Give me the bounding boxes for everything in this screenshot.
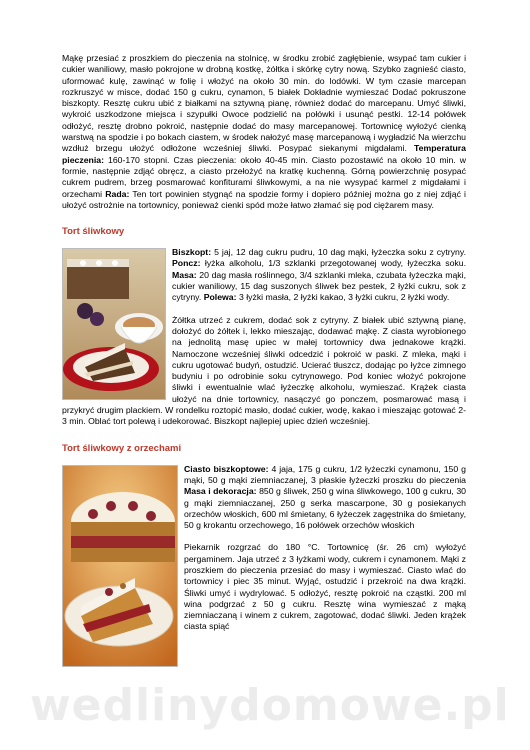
bold-label: Ciasto biszkoptowe: bbox=[184, 463, 269, 474]
section2-method: Piekarnik rozgrzać do 180 °C. Tortownicę (śr. 26 cm) wyłożyć pergaminem. Jaja utrzeć z 3 łyżkami wody, cukrem i cynamonem. Mąki z proszkiem do pieczenia przesiać do masy i wymieszać. Ciasto wlać do tortownicy i piec 35 minut. Wyjąć, ostudzić i przekroić na dwa krążki. Śliwki umyć i wydrylować. 5 odłożyć, resztę pokroić na cząstki. 200 ml wina podgrzać z 50 g cukru. Resztę wina wymieszać z mąką ziemniaczaną i winem z cukrem, zagotować, dodać śliwki. Jeden krążek ciasta spiąć bbox=[184, 542, 466, 632]
section1-method: Żółtka utrzeć z cukrem, dodać sok z cytryny. Z białek ubić sztywną pianę, dołożyć do żółtek i, lekko mieszając, dodawać mąkę. Z ciasta wyrobionego na jednolitą masę upiec w małej tortownicy dwa jednakowe krążki. Namoczone wcześniej śliwki odcedzić i pokroić w paski. Z mleka, mąki i cukru ugotować budyń, ostudzić. Ucierać tłuszcz, dodając po łyżce zimnego budyniu i po odrobinie soku cytrynowego. Pod koniec włożyć pokrojone śliwki i ewentualnie wlać łyżeczkę alkoholu, wymieszać. Krążek ciasta ułożyć na dnie tortownicy, nasączyć go ponczem, posmarować masą i przykryć drugim plackiem. W rondelku roztopić masło, dodać cukier, wodę, kakao i mieszając gotować 2-3 min. Oblać tort polewą i udekorować. Biszkopt najlepiej upiec dzień wcześniej. bbox=[62, 314, 466, 427]
text-run: 20 dag masła roślinnego, 3/4 szklanki mleka, czubata łyżeczka mąki, cukier waniliowy, 15 dag suszonych śliwek bez pestek, 2 łyżki cukru, sok z cytryny. bbox=[172, 269, 466, 303]
section1-title: Tort śliwkowy bbox=[62, 226, 125, 238]
section2-title: Tort śliwkowy z orzechami bbox=[62, 442, 182, 454]
recipe-page bbox=[62, 53, 466, 667]
text-run: 3 łyżki masła, 2 łyżki kakao, 3 łyżki cukru, 2 łyżki wody. bbox=[236, 292, 450, 303]
text-run: 4 jaja, 175 g cukru, 1/2 łyżeczki cynamonu, 150 g mąki, 50 g mąki ziemniaczanej, 3 płaskie łyżeczki proszku do pieczenia bbox=[184, 463, 466, 485]
bold-label: Rada: bbox=[105, 188, 130, 199]
bold-label: Temperatura pieczenia: bbox=[62, 143, 466, 165]
plum-nut-cake-slice-photo bbox=[62, 465, 178, 667]
bold-label: Polewa: bbox=[203, 292, 237, 303]
bold-label: Poncz: bbox=[172, 258, 201, 269]
section2 bbox=[62, 464, 466, 633]
text-run: 5 jaj, 12 dag cukru pudru, 10 dag mąki, łyżeczka soku z cytryny. bbox=[211, 247, 466, 258]
text-run: 160-170 stopni. Czas pieczenia: około 40-45 min. Ciasto pozostawić na około 10 min. w formie, następnie zdjąć obręcz, a ciasto przełożyć na kratkę kuchenną. Górną powierzchnię posypać cukrem pudrem, brzeg posmarować konfiturami śliwkowymi, a na nie wysypać karmel z migdałami i orzechami bbox=[62, 154, 466, 199]
bold-label: Masa i dekoracja: bbox=[184, 486, 257, 497]
watermark: wedlinydomowe.pl bbox=[30, 680, 510, 731]
intro-paragraph bbox=[62, 53, 466, 211]
section1 bbox=[62, 247, 466, 427]
text-run: Mąkę przesiać z proszkiem do pieczenia na stolnicę, w środku zrobić zagłębienie, wsypać tam cukier i cukier waniliowy, masło pokrojone w drobną kostkę, żółtka i skórkę cytry nową. Szybko zagnieść ciasto, uformować kulę, zawinąć w folię i włożyć na około 30 min. do lodówki. W tym czasie marcepan rozkruszyć w misce, dodać 150 g cukru, cynamon, 5 białek Dokładnie wymieszać Dodać pokruszone biszkopty. Resztę cukru ubić z białkami na sztywną pianę, również dodać do marcepanu. Umyć śliwki, wykroić uszkodzone miejsca i szypułki Owoce podzielić na połówki i usunąć pestki. 12-14 połówek odłożyć, resztę drobno pokroić, następnie dodać do masy marcepanowej. Tortownicę wyłożyć cienką warstwą na spodzie i po bokach ciastem, w środek nałożyć masę marcepanową i wygładzić Na wierzchu wzdłuż brzegu ułożyć odłożone wcześniej śliwki. Posypać siekanymi migdałami. bbox=[62, 53, 466, 154]
bold-label: Masa: bbox=[172, 269, 197, 280]
text-run: Ten tort powinien stygnąć na spodzie formy i dopiero później można go z niej zdjąć i ułożyć ostrożnie na tortownicy, ponieważ cienki spód może łatwo złamać się pod ciężarem masy. bbox=[62, 188, 466, 210]
text-run: 850 g śliwek, 250 g wina śliwkowego, 100 g cukru, 30 g mąki ziemniaczanej, 250 g serka mascarpone, 30 g posiekanych orzechów włoskich, 600 ml śmietany, 6 łyżeczek zagęstnika do śmietany, 50 g krokantu orzechowego, 16 połówek orzechów włoskich bbox=[184, 486, 466, 531]
text-run: łyżka alkoholu, 1/3 szklanki przegotowanej wody, łyżeczka soku. bbox=[200, 258, 466, 269]
bold-label: Biszkopt: bbox=[172, 247, 212, 258]
plum-cake-with-coffee-photo bbox=[62, 248, 166, 400]
